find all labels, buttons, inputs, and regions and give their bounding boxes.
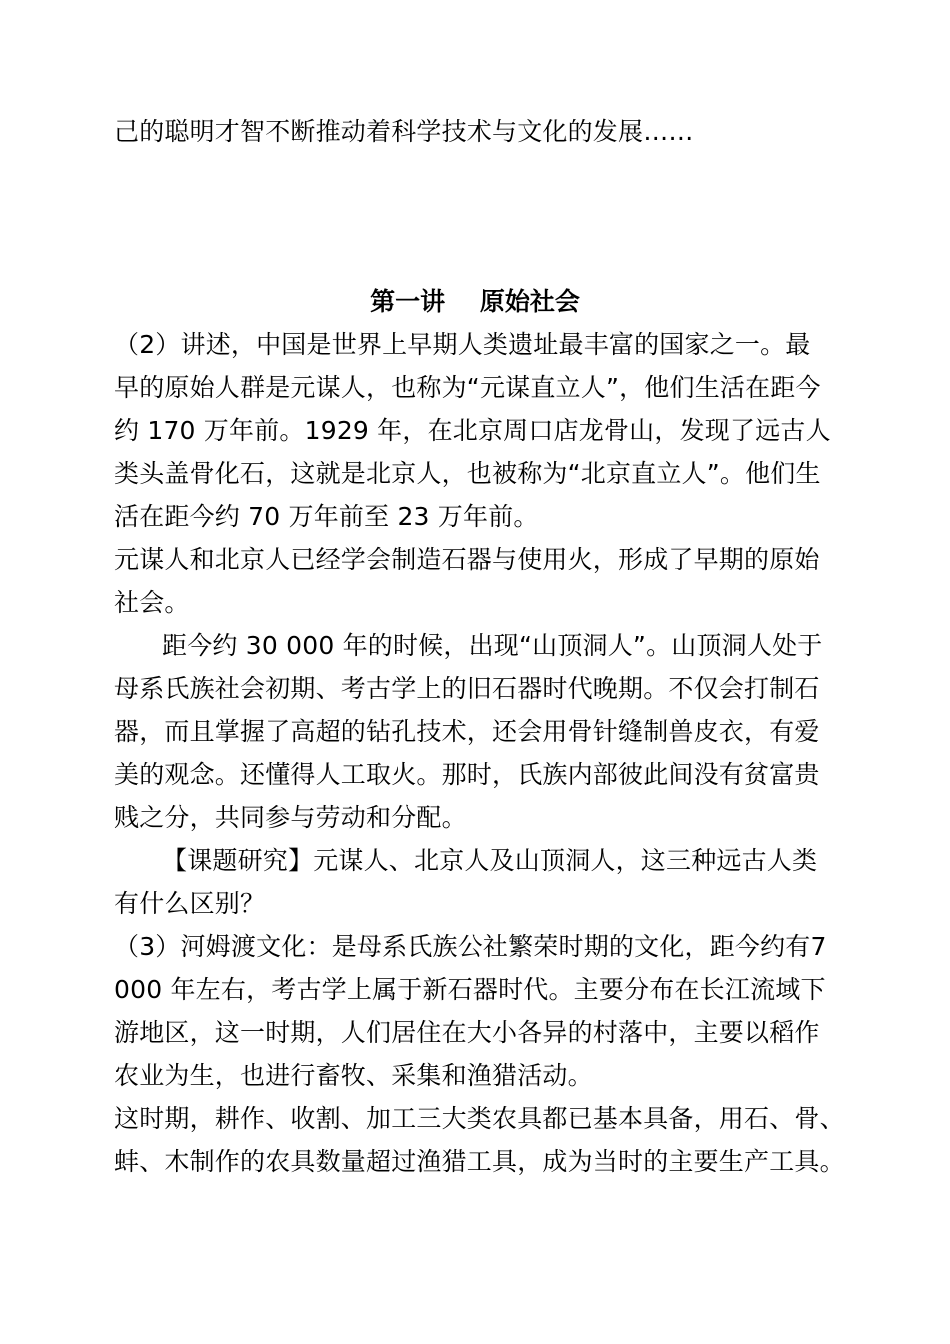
- paragraph-line: 约 170 万年前。1929 年，在北京周口店龙骨山，发现了远古人: [114, 416, 831, 445]
- paragraph-line: 早的原始人群是元谋人，也称为“元谋直立人”，他们生活在距今: [114, 373, 821, 402]
- paragraph-line: 母系氏族社会初期、考古学上的旧石器时代晚期。不仅会打制石: [114, 674, 820, 703]
- lecture-title: 第一讲 原始社会: [370, 287, 580, 316]
- paragraph-line: （2）讲述，中国是世界上早期人类遗址最丰富的国家之一。最: [114, 330, 811, 359]
- paragraph-line: 类头盖骨化石，这就是北京人，也被称为“北京直立人”。他们生: [114, 459, 821, 488]
- paragraph-line: 蚌、木制作的农具数量超过渔猎工具，成为当时的主要生产工具。: [114, 1147, 845, 1176]
- paragraph-line: 元谋人和北京人已经学会制造石器与使用火，形成了早期的原始: [114, 545, 820, 574]
- paragraph-line: 器，而且掌握了高超的钻孔技术，还会用骨针缝制兽皮衣，有爱: [114, 717, 820, 746]
- paragraph-line: 游地区，这一时期，人们居住在大小各异的村落中，主要以稻作: [114, 1018, 820, 1047]
- research-topic-line: 【课题研究】元谋人、北京人及山顶洞人，这三种远古人类: [162, 846, 818, 875]
- paragraph-line: （3）河姆渡文化：是母系氏族公社繁荣时期的文化，距今约有7: [114, 932, 827, 961]
- paragraph-line: 距今约 30 000 年的时候，出现“山顶洞人”。山顶洞人处于: [162, 631, 823, 660]
- intro-tail-text: 己的聪明才智不断推动着科学技术与文化的发展……: [114, 117, 694, 146]
- paragraph-line: 有什么区别？: [114, 889, 266, 918]
- paragraph-line: 活在距今约 70 万年前至 23 万年前。: [114, 502, 539, 531]
- paragraph-line: 美的观念。还懂得人工取火。那时，氏族内部彼此间没有贫富贵: [114, 760, 820, 789]
- paragraph-line: 000 年左右，考古学上属于新石器时代。主要分布在长江流域下: [114, 975, 826, 1004]
- paragraph-line: 社会。: [114, 588, 190, 617]
- paragraph-line: 这时期，耕作、收割、加工三大类农具都已基本具备，用石、骨、: [114, 1104, 845, 1133]
- paragraph-line: 贱之分，共同参与劳动和分配。: [114, 803, 467, 832]
- paragraph-line: 农业为生，也进行畜牧、采集和渔猎活动。: [114, 1061, 593, 1090]
